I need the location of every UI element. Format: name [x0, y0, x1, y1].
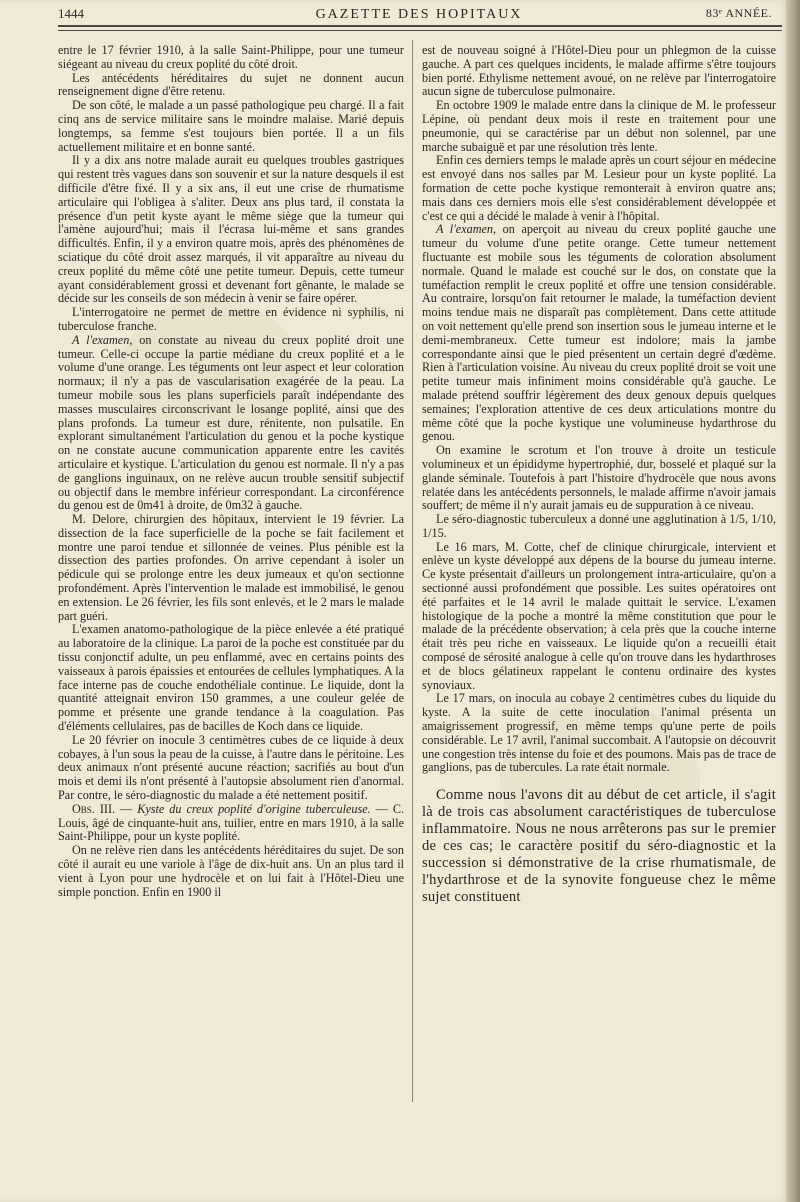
paragraph	[422, 513, 776, 541]
column-divider	[412, 40, 413, 1102]
paragraph	[58, 513, 404, 623]
paragraph-text: En octobre 1909 le malade entre dans la clinique de M. le professeur Lépine, où pendant deux mois il reste en traitement pour une pneumonie, qui se caractérise par un début non solennel, par une marche subaiguë et par une résolution très lente.	[422, 98, 776, 154]
paragraph	[58, 72, 404, 100]
paragraph-text: M. Delore, chirurgien des hôpitaux, intervient le 19 février. La dissection de la face superficielle de la poche se fait facilement et montre une paroi tendue et sillonnée de veines. Plus pénible est la dissection des parties profondes. On arrive cependant à isoler un pédicule qui se prolonge entre les deux jumeaux et qu'on sectionne profondément. Après l'intervention le malade est immobilisé, le genou en extension. Le 26 février, les fils sont enlevés, et le 2 mars le malade part guéri.	[58, 512, 404, 623]
page-edge	[786, 0, 800, 1202]
paragraph-text: On ne relève rien dans les antécédents héréditaires du sujet. De son côté il aurait eu une variole à l'âge de dix-huit ans. Un an plus tard il vient à Lyon pour une hydrocèle et on lui fait à l'Hôtel-Dieu une simple ponction. Enfin en 1900 il	[58, 843, 404, 899]
paragraph	[422, 44, 776, 99]
paragraph	[422, 154, 776, 223]
paragraph	[58, 99, 404, 154]
paragraph	[58, 334, 404, 513]
paragraph-text: L'interrogatoire ne permet de mettre en évidence ni syphilis, ni tuberculose franche.	[58, 305, 404, 333]
paragraph-text: , on aperçoit au niveau du creux poplité gauche une tumeur du volume d'une petite orange. Cette tumeur nettement fluctuante est mobile sous les téguments de coloration absolument normale. Quand le malade est couché sur le dos, on constate que la tuméfaction remplit le creux poplité et offre une tension considérable. Au contraire, lorsqu'on fait retourner le malade, la tuméfaction devient moins tendue mais ne disparaît pas complètement. Dans cette attitude on voit nettement qu'elle prend son insertion sous le jumeau interne et le demi-membraneux. Cette tumeur est indolore; mais la jambe correspondante ainsi que le pied présentent un certain degré d'œdème. Rien à l'articulation voisine. Au niveau du creux poplité droit se voit une petite tumeur mais infiniment moins considérable qu'à gauche. Le malade prétend souffrir légèrement des deux genoux depuis quelques semaines; l'exploration attentive de ces deux articulations montre du même côté que la poche kystique une volumineuse hydarthrose du genou.	[422, 222, 776, 444]
paragraph	[58, 803, 404, 844]
paragraph-text: est de nouveau soigné à l'Hôtel-Dieu pour un phlegmon de la cuisse gauche. A part ces quelques incidents, le malade affirme s'être toujours bien porté. Ethylisme nettement avoué, on ne relève par l'interrogatoire aucun signe de tuberculose pulmonaire.	[422, 43, 776, 99]
paragraph	[58, 306, 404, 334]
publication-title: GAZETTE DES HOPITAUX	[315, 7, 523, 22]
italic-lead: A l'examen	[436, 222, 494, 237]
paragraph-text: Le 16 mars, M. Cotte, chef de clinique chirurgicale, intervient et enlève un kyste développé aux dépens de la bourse du jumeau interne. Ce kyste présentait d'ailleurs un prolongement intra-articulaire, qu'on a sectionné aussi profondément que possible. Les suites opératoires ont été parfaites et le 14 avril le malade quittait le service. L'examen histologique de la poche a montré la même constitution que pour le malade de la précédente observation; à cela près que la couche interne était très peu riche en vaisseaux. Le liquide qu'on a recueilli était composé de sérosité analogue à celle qu'on trouve dans les hydarthroses et de blocs gélatineux rappelant le contenu ordinaire des kystes synoviaux.	[422, 539, 776, 692]
paragraph-text: Le séro-diagnostic tuberculeux a donné une agglutination à 1/5, 1/10, 1/15.	[422, 512, 776, 540]
italic-lead: A l'examen	[72, 332, 130, 347]
paragraph-text: entre le 17 février 1910, à la salle Saint-Philippe, pour une tumeur siégeant au niveau du creux poplité du côté droit.	[58, 43, 404, 71]
paragraph	[422, 444, 776, 513]
paragraph	[58, 844, 404, 899]
paragraph-text: Comme nous l'avons dit au début de cet article, il s'agit là de trois cas absolument caractéristiques de tuberculose inflammatoire. Nous ne nous arrêterons pas sur le premier de ces cas; le caractère positif du séro-diagnostic et la succession si démonstrative de la crise rhumatismale, de l'hydarthrose et de la synovite fongueuse chez le même sujet constituent	[422, 787, 776, 906]
paragraph-text: Le 20 février on inocule 3 centimètres cubes de ce liquide à deux cobayes, à l'un sous la peau de la cuisse, à l'autre dans le péritoine. Les deux animaux n'ont présenté aucune réaction; sacrifiés au bout d'un mois et demi ils n'ont présenté à l'autopsie absolument rien d'anormal. Par contre, le séro-diagnostic du malade a été nettement positif.	[58, 732, 404, 803]
paragraph-text: De son côté, le malade a un passé pathologique peu chargé. Il a fait cinq ans de service militaire sans le moindre malaise. Marié depuis longtemps, sa femme s'est toujours bien portée. Il a un fils actuellement militaire et en bonne santé.	[58, 98, 404, 154]
right-column	[422, 44, 776, 906]
paragraph-text: Le 17 mars, on inocula au cobaye 2 centimètres cubes du liquide du kyste. A la suite de cette inoculation l'animal présenta un amaigrissement progressif, en même temps qu'une perte de poils considérable. Le 17 avril, l'animal succombait. A l'autopsie on découvrit une congestion très intense du foie et des poumons. Mais pas de trace de ganglions, pas de tubercules. La rate était normale.	[422, 691, 776, 775]
header-rule-thick	[58, 25, 782, 27]
paragraph	[422, 541, 776, 693]
paragraph	[422, 692, 776, 775]
left-column	[58, 44, 404, 899]
paragraph-text: — C. Louis, âgé de cinquante-huit ans, tuilier, entre en mars 1910, à la salle Saint-Philippe, pour un kyste poplité.	[58, 801, 404, 844]
header-rule-thin	[58, 30, 782, 31]
paragraph-lead: Obs. III. —	[72, 801, 138, 816]
paragraph	[422, 223, 776, 444]
year-label: 83ᵉ ANNÉE.	[705, 6, 772, 20]
paragraph	[58, 44, 404, 72]
paragraph-text: Il y a dix ans notre malade aurait eu quelques troubles gastriques qui restent très vagues dans son souvenir et sur la nature desquels il est difficile d'être fixé. Il y a six ans, il eut une crise de rhumatisme articulaire qui l'obligea à s'aliter. Deux ans plus tard, il constata la présence d'un petit kyste ayant le même siège que la tumeur qui l'amène aujourd'hui; mais il l'écrasa lui-même et sans grandes difficultés. Enfin, il y a environ quatre mois, après des phénomènes de sciatique du côté droit assez marqués, il vit apparaître au niveau du creux poplité du même côté une petite tumeur. Depuis, cette tumeur ayant considérablement grossi et devenant fort gênante, le malade se décide sur les conseils de son médecin à venir se faire opérer.	[58, 153, 404, 306]
paragraph-text: Enfin ces derniers temps le malade après un court séjour en médecine est envoyé dans nos salles par M. Lesieur pour un kyste poplité. La formation de cette poche kystique remonterait à environ quatre ans; mais dans ces derniers mois elle s'est considérablement développée et c'est ce qui a décidé le malade à venir à l'hôpital.	[422, 153, 776, 223]
paragraph-text: , on constate au niveau du creux poplité droit une tumeur. Celle-ci occupe la partie médiane du creux poplité et a le volume d'une orange. Les téguments ont leur aspect et leur coloration normaux; il n'y a pas de vascularisation exagérée de la peau. La tumeur mobile sous les plans superficiels paraît indépendante des masses musculaires circonscrivant le losange poplité, ainsi que des plans profonds. La tumeur est dure, rénitente, non pulsatile. En explorant simultanément l'articulation du genou et la poche kystique on ne constate aucune communication apparente entre les cavités articulaire et kystique. L'articulation du genou est normale. Il n'y a pas de ganglions inguinaux, on ne relève aucun trouble sensitif subjectif ou objectif dans le membre inférieur correspondant. La circonférence du genou est de 0m41 à droite, de 0m32 à gauche.	[58, 332, 405, 513]
paragraph-text: L'examen anatomo-pathologique de la pièce enlevée a été pratiqué au laboratoire de la clinique. La paroi de la poche est constituée par du tissu conjonctif adulte, un peu enflammé, avec en certains points des vaisseaux à parois épaissies et entourées de cellules lymphatiques. A la face interne pas de couche endothéliale continue. Le liquide, dont la quantité atteignait environ 150 grammes, a une couleur gelée de pomme et présente une grande tendance à la coagulation. Pas d'éléments cellulaires, pas de bacilles de Koch dans ce liquide.	[58, 622, 404, 734]
paragraph-text: Les antécédents héréditaires du sujet ne donnent aucun renseignement digne d'être retenu.	[58, 70, 404, 99]
paragraph	[58, 154, 404, 306]
page-header	[58, 5, 780, 27]
paragraph	[58, 623, 404, 733]
paragraph	[422, 787, 776, 906]
paragraph	[422, 99, 776, 154]
italic-lead: Kyste du creux poplité d'origine tuberculeuse.	[137, 801, 371, 816]
paragraph	[58, 734, 404, 803]
paragraph-text: On examine le scrotum et l'on trouve à droite un testicule volumineux et un épididyme hypertrophié, dur, bosselé et plaqué sur la glande séminale. Toutefois à part l'histoire d'hydrocèle que nous avons relatée dans les antécédents personnels, le malade affirme n'avoir jamais souffert; de même il n'y aurait jamais eu de suppuration à ce niveau.	[422, 443, 776, 513]
page-number: 1444	[58, 6, 84, 21]
